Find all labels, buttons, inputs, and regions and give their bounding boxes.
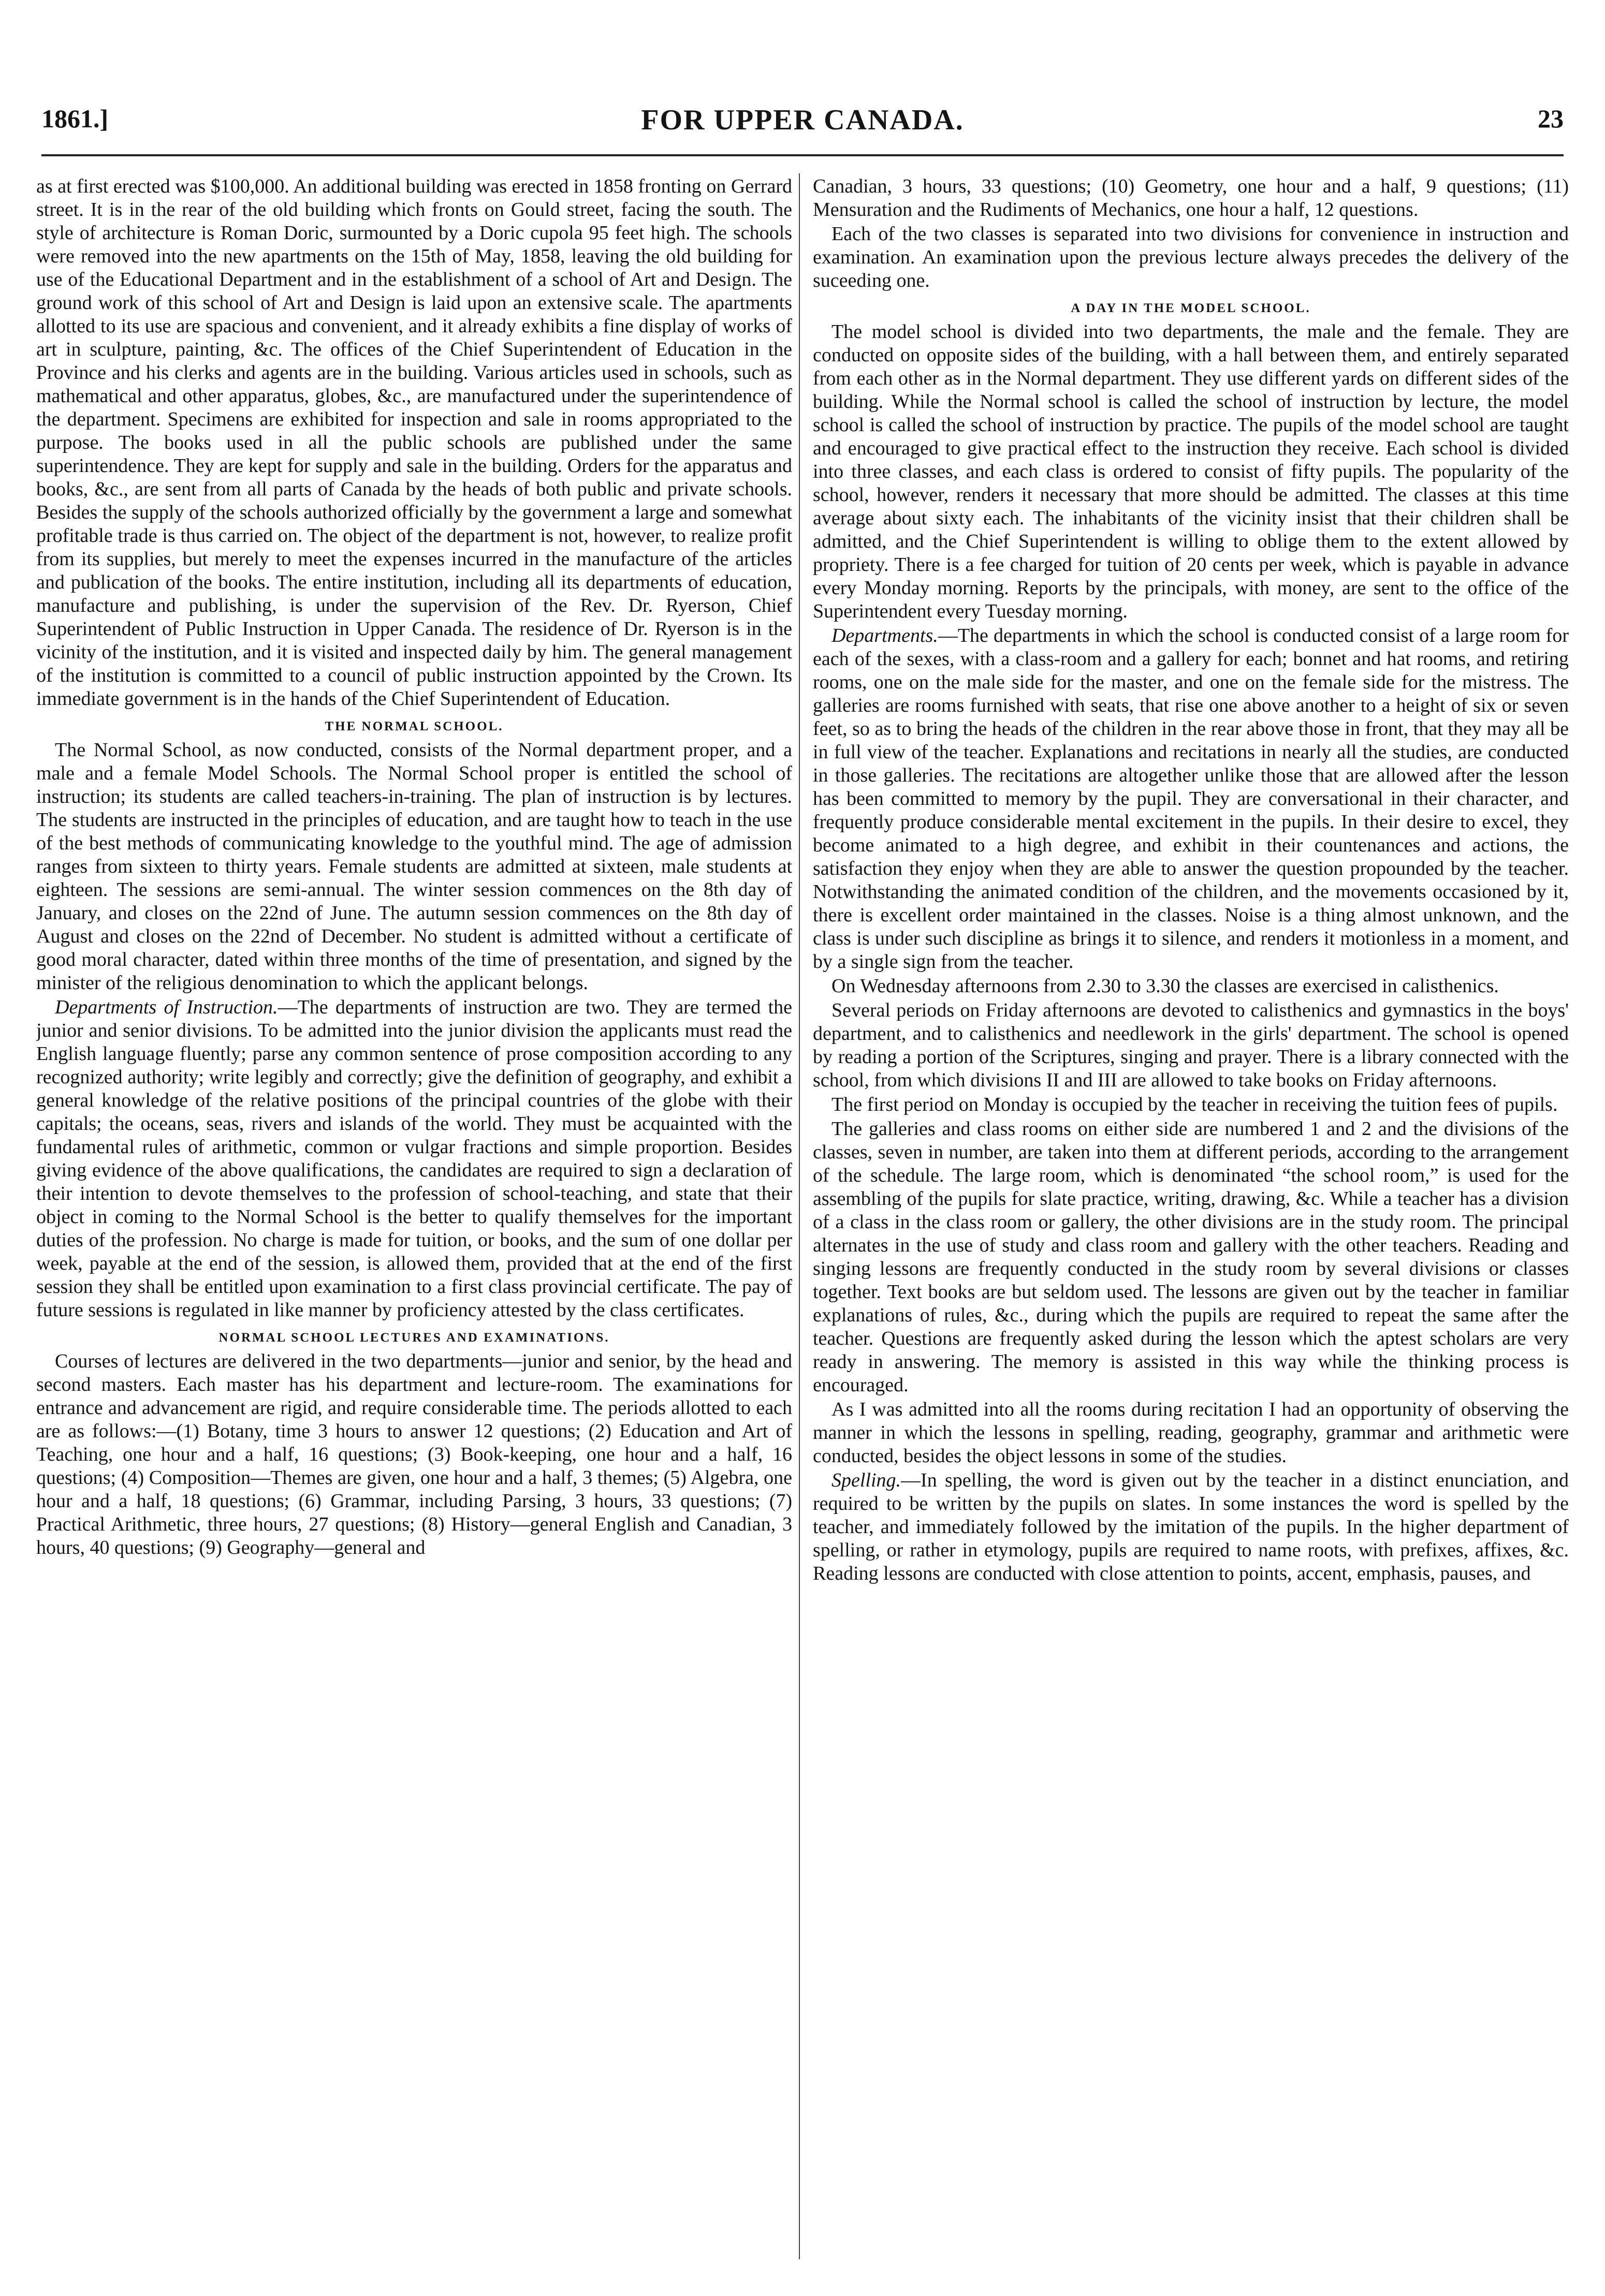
section-heading-normal-school: THE NORMAL SCHOOL. — [325, 719, 504, 733]
paragraph-body: —In spelling, the word is given out by the teacher in a distinct enunciation, and required to be written by the pupils on slates. In some instances the word is spelled by the teacher, and immediately followed by the imitation of the pupils. In the higher department of spelling, or rather in etymology, pupils are required to name roots, with prefixes, affixes, &c. Reading lessons are conducted with close attention to points, accent, emphasis, pauses, and — [813, 1469, 1569, 1584]
paragraph: Courses of lectures are delivered in the two departments—junior and senior, by the head and second masters. Each master has his department and lecture-room. The examinations for entrance and advancement are rigid, and require considerable time. The periods allotted to each are as follows:—(1) Botany, time 3 hours to answer 12 questions; (2) Education and Art of Teaching, one hour and a half, 16 questions; (3) Book-keeping, one hour and a half, 16 questions; (4) Composition—Themes are given, one hour and a half, 3 themes; (5) Algebra, one hour and a half, 18 questions; (6) Grammar, including Parsing, 3 hours, 33 questions; (7) Practical Arithmetic, three hours, 27 questions; (8) History—general English and Canadian, 3 hours, 40 questions; (9) Geography—general and — [36, 1350, 792, 1558]
column-divider — [799, 173, 800, 2259]
paragraph — [813, 1469, 1569, 1585]
paragraph-lead: Departments. — [831, 625, 938, 646]
paragraph: Canadian, 3 hours, 33 questions; (10) Geometry, one hour and a half, 9 questions; (11) Mensuration and the Rudiments of Mechanics, one hour a half, 12 questions. — [813, 175, 1569, 220]
paragraph-body: —The departments in which the school is conducted consist of a large room for each of the sexes, with a class-room and a gallery for each; bonnet and hat rooms, and retiring rooms, one on the male side for the master, and one on the female side for the mistress. The galleries are rooms furnished with seats, that rise one above another to a height of six or seven feet, so as to bring the heads of the children in the rear above those in front, that they may all be in full view of the teacher. Explanations and recitations in nearly all the studies, are conducted in those galleries. The recitations are altogether unlike those that are allowed after the lesson has been committed to memory by the pupil. They are conversational in their character, and frequently produce considerable mental excitement in the pupils. In their desire to excel, they become animated to a high degree, and exhibit in their countenances and actions, the satisfaction they enjoy when they are able to answer the question propounded by the teacher. Notwithstanding the animated condition of the children, and the movements occasioned by it, there is excellent order maintained in the classes. Noise is a thing almost unknown, and the class is under such discipline as brings it to silence, and renders it motionless in a moment, and by a single sign from the teacher. — [813, 625, 1569, 973]
paragraph: Several periods on Friday afternoons are devoted to calisthenics and gymnastics in the boys' department, and to calisthenics and needlework in the girls' department. The school is opened by reading a portion of the Scriptures, singing and prayer. There is a library connected with the school, from which divisions II and III are allowed to take books on Friday afternoons. — [813, 999, 1569, 1091]
paragraph — [813, 624, 1569, 974]
header-rule — [41, 154, 1564, 156]
paragraph-lead: Departments of Instruction. — [55, 996, 278, 1018]
paragraph: On Wednesday afternoons from 2.30 to 3.30 the classes are exercised in calisthenics. — [831, 975, 1499, 997]
paragraph: as at first erected was $100,000. An additional building was erected in 1858 fronting on Gerrard street. It is in the rear of the old building which fronts on Gould street, facing the south. The style of architecture is Roman Doric, surmounted by a Doric cupola 95 feet high. The schools were removed into the new apartments on the 15th of May, 1858, leaving the old building for use of the Educational Department and in the establishment of a school of Art and Design. The ground work of this school of Art and Design is laid upon an extensive scale. The apartments allotted to its use are spacious and convenient, and it already exhibits a fine display of works of art in sculpture, painting, &c. The offices of the Chief Superintendent of Education in the Province and his clerks and agents are in the building. Various articles used in schools, such as mathematical and other apparatus, globes, &c., are manufactured under the superintendence of the department. Specimens are exhibited for inspection and sale in rooms appropriated to the purpose. The books used in all the public schools are published under the same superintendence. They are kept for supply and sale in the building. Orders for the apparatus and books, &c., are sent from all parts of Canada by the heads of both public and private schools. Besides the supply of the schools authorized officially by the government a large and somewhat profitable trade is thus carried on. The object of the department is not, however, to realize profit from its supplies, but merely to meet the expenses incurred in the manufacture of the articles and publication of the books. The entire institution, including all its departments of education, manufacture and publishing, is under the supervision of the Rev. Dr. Ryerson, Chief Superintendent of Public Instruction in Upper Canada. The residence of Dr. Ryerson is in the vicinity of the institution, and it is visited and inspected daily by him. The general management of the institution is committed to a council of public instruction appointed by the Crown. Its immediate government is in the hands of the Chief Superintendent of Education. — [36, 175, 792, 710]
paragraph-lead: Spelling. — [831, 1469, 901, 1491]
paragraph: As I was admitted into all the rooms during recitation I had an opportunity of observing the manner in which the lessons in spelling, reading, geography, grammar and arithmetic were conducted, besides the object lessons in some of the studies. — [813, 1399, 1569, 1467]
issue-year: 1861.] — [41, 104, 109, 133]
running-title: FOR UPPER CANADA. — [641, 104, 964, 136]
paragraph-body: —The departments of instruction are two. They are termed the junior and senior divisions. To be admitted into the junior division the applicants must read the English language fluently; parse any common sentence of prose composition according to any recognized authority; write legibly and correctly; give the definition of geography, and exhibit a general knowledge of the relative positions of the principal countries of the globe with their capitals; the oceans, seas, rivers and islands of the world. They must be acquainted with the fundamental rules of arithmetic, common or vulgar fractions and simple proportion. Besides giving evidence of the above qualifications, the candidates are required to sign a declaration of their intention to devote themselves to the profession of school-teaching, and state that their object in coming to the Normal School is the better to qualify themselves for the important duties of the profession. No charge is made for tuition, or books, and the sum of one dollar per week, payable at the end of the session, is allowed them, provided that at the end of the first session they shall be entitled upon examination to a first class provincial certificate. The pay of future sessions is regulated in like manner by proficiency attested by the class certificates. — [36, 996, 792, 1321]
left-column — [36, 175, 792, 2266]
paragraph: The model school is divided into two departments, the male and the female. They are conducted on opposite sides of the building, with a hall between them, and entirely separated from each other as in the Normal department. They use different yards on different sides of the building. While the Normal school is called the school of instruction by lecture, the model school is called the school of instruction by practice. The pupils of the model school are taught and encouraged to give practical effect to the instruction they receive. Each school is divided into three classes, and each class is ordered to consist of fifty pupils. The popularity of the school, however, renders it necessary that more should be admitted. The classes at this time average about sixty each. The inhabitants of the vicinity insist that their children shall be admitted, and the Chief Superintendent is willing to oblige them to the extent allowed by propriety. There is a fee charged for tuition of 20 cents per week, which is payable in advance every Monday morning. Reports by the principals, with money, are sent to the office of the Superintendent every Tuesday morning. — [813, 321, 1569, 622]
paragraph: The galleries and class rooms on either side are numbered 1 and 2 and the divisions of the classes, seven in number, are taken into them at different periods, according to the arrangement of the schedule. The large room, which is denominated “the school room,” is used for the assembling of the pupils for slate practice, writing, drawing, &c. While a teacher has a division of a class in the class room or gallery, the other divisions are in the study room. The principal alternates in the use of study and class room and gallery with the other teachers. Reading and singing lessons are frequently conducted in the study room by several divisions or classes together. Text books are but seldom used. The lessons are given out by the teacher in familiar explanations of rules, &c., during which the pupils are required to repeat the same after the teacher. Questions are frequently asked during the lesson which the aptest scholars are very ready in answering. The memory is assisted in this way while the thinking process is encouraged. — [813, 1118, 1569, 1396]
running-head — [41, 104, 1564, 145]
right-column — [813, 175, 1569, 2266]
paragraph: Each of the two classes is separated into two divisions for convenience in instruction and examination. An examination upon the previous lecture always precedes the delivery of the suceeding one. — [813, 223, 1569, 291]
paragraph — [36, 996, 792, 1322]
paragraph: The first period on Monday is occupied by the teacher in receiving the tuition fees of pupils. — [831, 1094, 1558, 1115]
section-heading-lectures: NORMAL SCHOOL LECTURES AND EXAMINATIONS. — [218, 1331, 610, 1345]
page-number: 23 — [1538, 104, 1564, 133]
section-heading-model-school: A DAY IN THE MODEL SCHOOL. — [1071, 301, 1311, 315]
paragraph: The Normal School, as now conducted, consists of the Normal department proper, and a male and a female Model Schools. The Normal School proper is entitled the school of instruction; its students are called teachers-in-training. The plan of instruction is by lectures. The students are instructed in the principles of education, and are taught how to teach in the use of the best methods of communicating knowledge to the youthful mind. The age of admission ranges from sixteen to thirty years. Female students are admitted at sixteen, male students at eighteen. The sessions are semi-annual. The winter session commences on the 8th day of January, and closes on the 22nd of June. The autumn session commences on the 8th day of August and closes on the 22nd of December. No student is admitted without a certificate of good moral character, dated within three months of the time of presentation, and signed by the minister of the religious denomination to which the applicant belongs. — [36, 739, 792, 994]
